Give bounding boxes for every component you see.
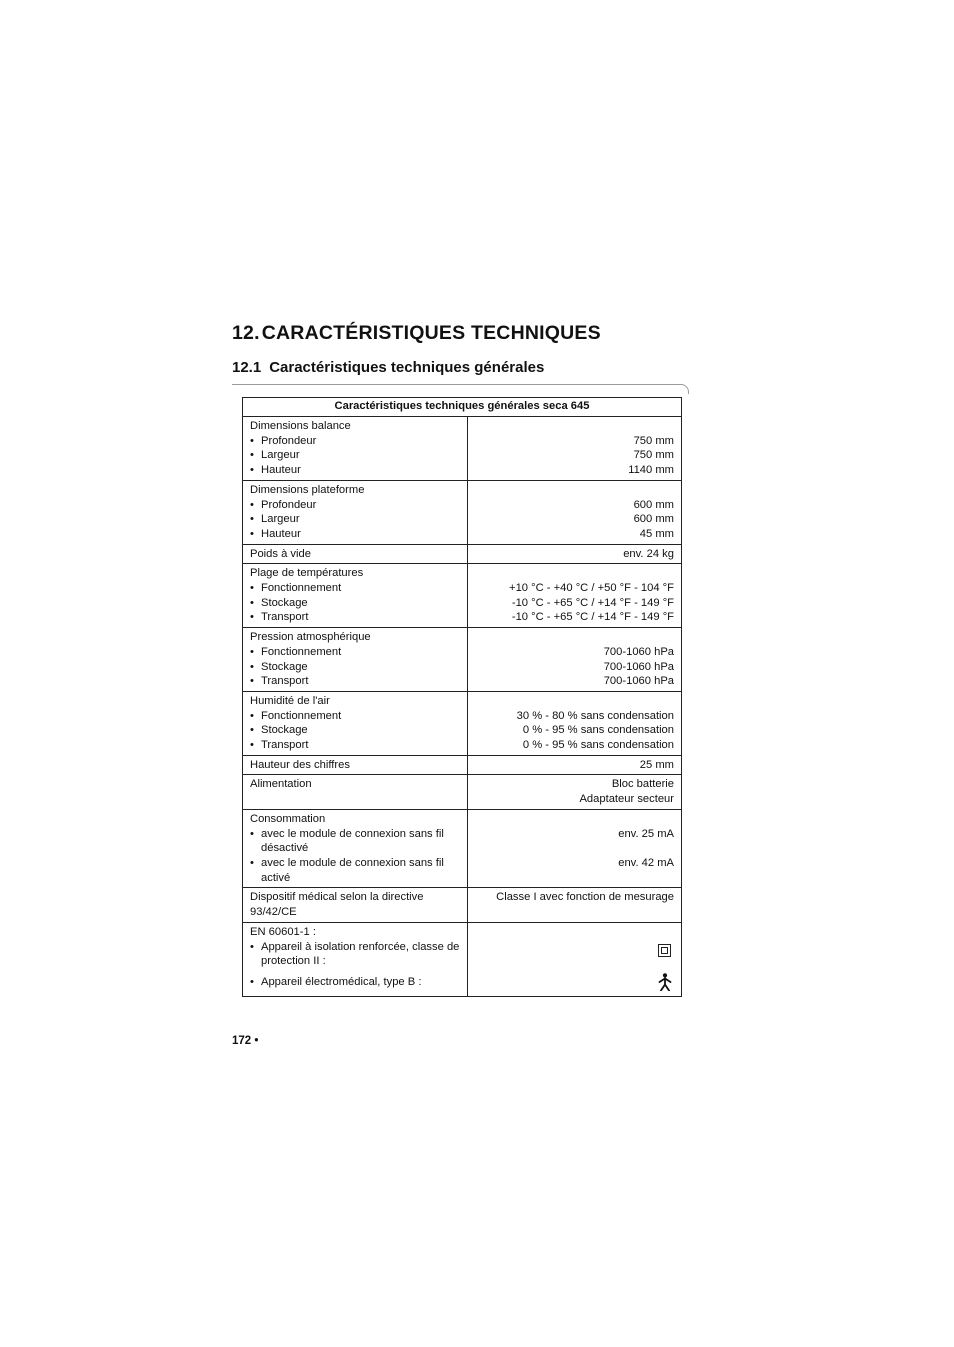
- section-number: 12.: [232, 322, 260, 344]
- row-value-cell: [468, 922, 682, 996]
- row-value: 0 % - 95 % sans condensation: [522, 739, 674, 752]
- row-label-cell: [243, 755, 468, 775]
- row-value: 700-1060 hPa: [603, 645, 674, 658]
- bullet-item: • Stockage: [250, 723, 460, 738]
- row-label-cell: [243, 480, 468, 544]
- row-value-cell: [468, 809, 682, 888]
- row-value-cell: [468, 628, 682, 692]
- heading-rule: [232, 384, 682, 385]
- row-label-cell: [243, 922, 468, 996]
- row-label: Dispositif médical selon la directive 93/42/CE: [250, 891, 424, 919]
- table-header-row: [243, 398, 682, 417]
- row-label-cell: [243, 544, 468, 564]
- table-row: [243, 755, 682, 775]
- row-label: Consommation: [250, 812, 326, 825]
- section-title: CARACTÉRISTIQUES TECHNIQUES: [261, 322, 601, 344]
- row-value: Classe I avec fonction de mesurage: [496, 891, 674, 904]
- bullet-item: • Profondeur: [250, 434, 460, 449]
- row-label: Dimensions plateforme: [250, 483, 365, 496]
- subsection-title: Caractéristiques techniques générales: [269, 359, 545, 376]
- row-label: Humidité de l'air: [250, 694, 330, 707]
- table-row: [243, 809, 682, 888]
- bullet-item: • avec le module de connexion sans fil désactivé: [250, 827, 460, 856]
- row-value: env. 42 mA: [618, 856, 674, 869]
- row-value: 1140 mm: [628, 464, 674, 477]
- row-label: Alimentation: [250, 778, 312, 791]
- row-value: 700-1060 hPa: [603, 660, 674, 673]
- row-value-cell: [468, 888, 682, 922]
- row-value: Bloc batterie: [611, 778, 674, 791]
- bullet-item: • avec le module de connexion sans fil activé: [250, 856, 460, 885]
- row-value: env. 25 mA: [618, 827, 674, 840]
- table-row: [243, 628, 682, 692]
- bullet-item: • Largeur: [250, 512, 460, 527]
- table-row: [243, 775, 682, 809]
- row-value: 30 % - 80 % sans condensation: [516, 709, 674, 722]
- type-b-applied-part-person-icon: [658, 973, 672, 991]
- section-heading: [232, 322, 601, 345]
- page-number: 172 •: [232, 1035, 259, 1047]
- bullet-item: • Largeur: [250, 448, 460, 463]
- row-value: 45 mm: [639, 527, 674, 540]
- row-value: env. 24 kg: [623, 547, 674, 560]
- row-value: +10 °C - +40 °C / +50 °F - 104 °F: [509, 582, 674, 595]
- row-label-cell: [243, 628, 468, 692]
- subsection-heading: [232, 359, 544, 376]
- table-row: [243, 888, 682, 922]
- table-row: [243, 417, 682, 481]
- specs-table: [242, 397, 682, 997]
- bullet-item: • Appareil à isolation renforcée, classe de protection II :: [250, 940, 460, 969]
- row-value: Adaptateur secteur: [579, 793, 674, 806]
- row-label-cell: [243, 888, 468, 922]
- bullet-item: • Fonctionnement: [250, 709, 460, 724]
- bullet-item: • Hauteur: [250, 463, 460, 478]
- row-label-cell: [243, 417, 468, 481]
- row-label: Dimensions balance: [250, 420, 351, 432]
- class-ii-double-square-icon: [658, 944, 671, 957]
- row-value: -10 °C - +65 °C / +14 °F - 149 °F: [511, 611, 674, 624]
- bullet-item: • Stockage: [250, 660, 460, 675]
- row-label-cell: [243, 564, 468, 628]
- heading-rule-corner: [680, 384, 689, 394]
- table-row: [243, 544, 682, 564]
- row-value: 750 mm: [633, 449, 674, 462]
- row-label: Hauteur des chiffres: [250, 758, 350, 771]
- row-label: Plage de températures: [250, 567, 364, 580]
- row-value: 700-1060 hPa: [603, 675, 674, 688]
- bullet-item: • Appareil électromédical, type B :: [250, 975, 460, 990]
- table-row: [243, 564, 682, 628]
- row-label: EN 60601-1 :: [250, 925, 316, 938]
- table-row: [243, 691, 682, 755]
- row-label-cell: [243, 691, 468, 755]
- bullet-item: • Fonctionnement: [250, 645, 460, 660]
- row-value-cell: [468, 775, 682, 809]
- row-label: Pression atmosphérique: [250, 631, 371, 644]
- bullet-item: • Hauteur: [250, 527, 460, 542]
- row-value-cell: [468, 691, 682, 755]
- row-label-cell: [243, 809, 468, 888]
- bullet-item: • Transport: [250, 610, 460, 625]
- bullet-item: • Profondeur: [250, 498, 460, 513]
- bullet-item: • Transport: [250, 738, 460, 753]
- row-value-cell: [468, 564, 682, 628]
- bullet-item: • Stockage: [250, 596, 460, 611]
- table-header: Caractéristiques techniques générales seca 645: [243, 398, 682, 417]
- row-label-cell: [243, 775, 468, 809]
- row-value-cell: [468, 755, 682, 775]
- row-value: 600 mm: [633, 513, 674, 526]
- row-value-cell: [468, 544, 682, 564]
- row-value: -10 °C - +65 °C / +14 °F - 149 °F: [511, 596, 674, 609]
- subsection-number: 12.1: [232, 359, 262, 376]
- row-value: 25 mm: [639, 758, 674, 771]
- table-row: [243, 480, 682, 544]
- bullet-item: • Transport: [250, 674, 460, 689]
- row-value: 600 mm: [633, 498, 674, 511]
- row-label: Poids à vide: [250, 547, 311, 560]
- row-value-cell: [468, 417, 682, 481]
- row-value-cell: [468, 480, 682, 544]
- table-row: [243, 922, 682, 996]
- row-value: 750 mm: [633, 434, 674, 447]
- bullet-item: • Fonctionnement: [250, 581, 460, 596]
- row-value: 0 % - 95 % sans condensation: [522, 724, 674, 737]
